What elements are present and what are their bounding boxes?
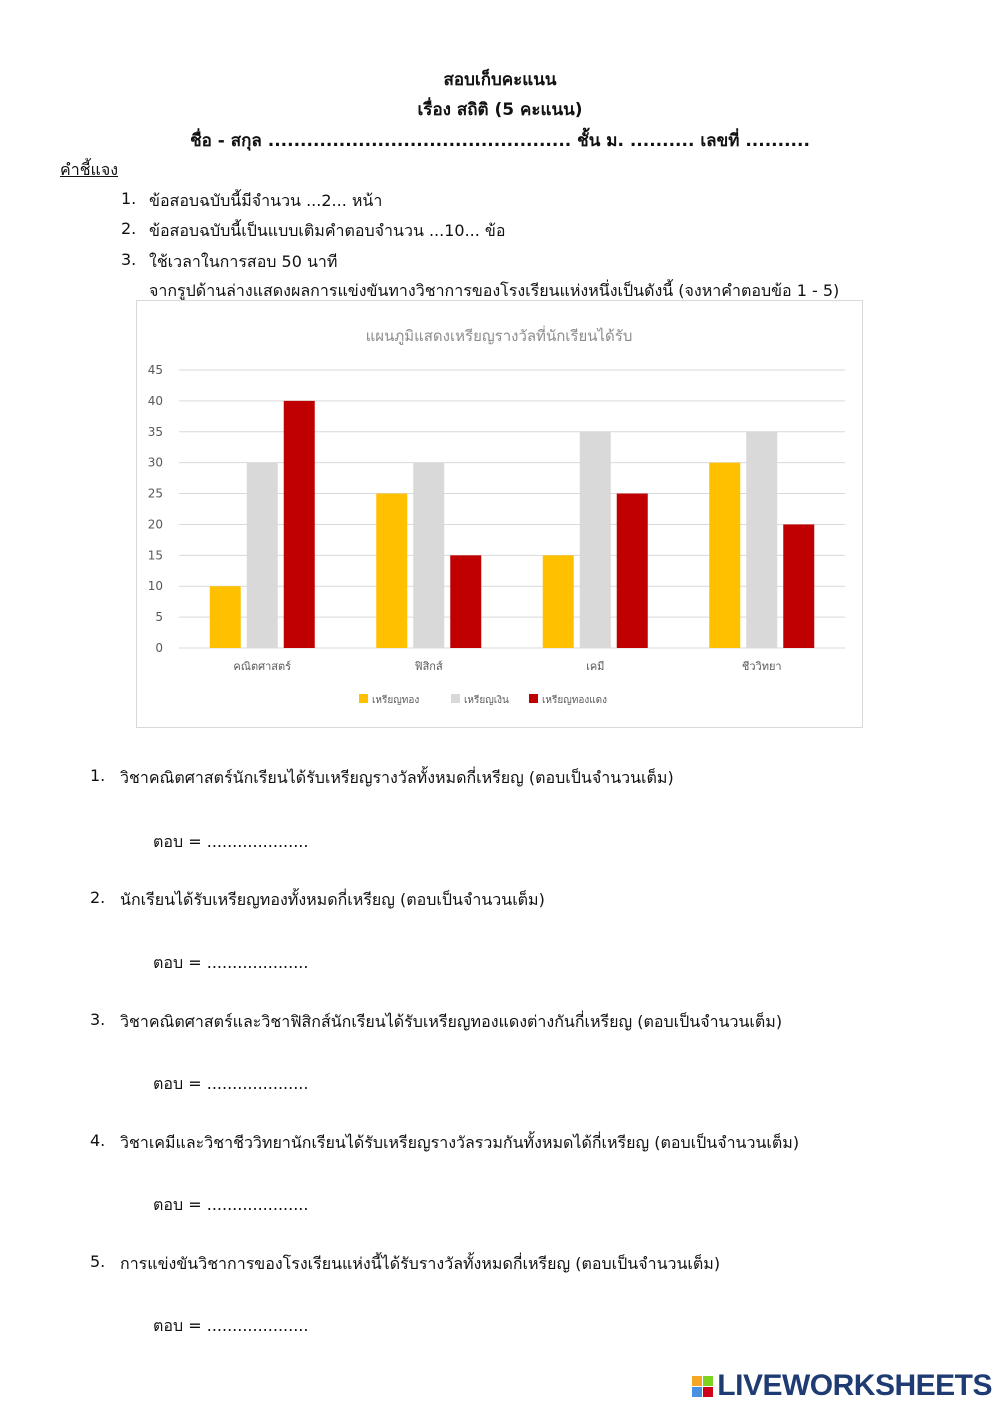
answer-blank[interactable]: ตอบ = .................... bbox=[153, 953, 309, 972]
instructions-heading: คำชี้แจง bbox=[60, 160, 119, 179]
bar-เหรียญเงิน-ฟิสิกส์ bbox=[413, 463, 444, 648]
legend-label: เหรียญเงิน bbox=[464, 695, 509, 706]
bar-เหรียญเงิน-คณิตศาสตร์ bbox=[247, 463, 278, 648]
question-number: 2. bbox=[90, 888, 106, 907]
question-text: วิชาคณิตศาสตร์และวิชาฟิสิกส์นักเรียนได้รับเหรียญทองแดงต่างกันกี่เหรียญ (ตอบเป็นจำนวนเต็ม) bbox=[120, 1012, 783, 1031]
legend-label: เหรียญทองแดง bbox=[542, 695, 608, 706]
bar-เหรียญทองแดง-ชีววิทยา bbox=[783, 524, 814, 648]
answer-blank[interactable]: ตอบ = .................... bbox=[153, 1195, 309, 1214]
legend-swatch bbox=[451, 694, 460, 703]
bar-เหรียญทอง-คณิตศาสตร์ bbox=[210, 586, 241, 648]
question-number: 5. bbox=[90, 1252, 106, 1271]
y-tick-label: 25 bbox=[147, 486, 163, 501]
bar-เหรียญทอง-ชีววิทยา bbox=[709, 463, 740, 648]
x-tick-label: ชีววิทยา bbox=[741, 660, 782, 673]
instruction-number: 1. bbox=[121, 189, 137, 208]
bar-เหรียญเงิน-ชีววิทยา bbox=[746, 432, 777, 648]
instruction-text: ใช้เวลาในการสอบ 50 นาที bbox=[149, 252, 338, 271]
instruction-number: 2. bbox=[121, 219, 137, 238]
chart-intro-text: จากรูปด้านล่างแสดงผลการแข่งขันทางวิชาการของโรงเรียนแห่งหนึ่งเป็นดังนี้ (จงหาคำตอบข้อ 1 - 5) bbox=[149, 281, 840, 300]
chart-frame bbox=[136, 300, 863, 728]
bar-เหรียญเงิน-เคมี bbox=[580, 432, 611, 648]
bar-เหรียญทองแดง-คณิตศาสตร์ bbox=[284, 401, 315, 648]
answer-blank[interactable]: ตอบ = .................... bbox=[153, 1074, 309, 1093]
y-tick-label: 20 bbox=[147, 517, 163, 532]
question-text: วิชาคณิตศาสตร์นักเรียนได้รับเหรียญรางวัลทั้งหมดกี่เหรียญ (ตอบเป็นจำนวนเต็ม) bbox=[120, 768, 674, 787]
y-tick-label: 30 bbox=[147, 455, 163, 470]
question-number: 1. bbox=[90, 766, 106, 785]
x-tick-label: ฟิสิกส์ bbox=[414, 660, 443, 673]
medal-bar-chart bbox=[137, 301, 862, 727]
question-text: การแข่งขันวิชาการของโรงเรียนแห่งนี้ได้รับรางวัลทั้งหมดกี่เหรียญ (ตอบเป็นจำนวนเต็ม) bbox=[120, 1254, 721, 1273]
y-tick-label: 45 bbox=[147, 363, 163, 377]
legend-swatch bbox=[359, 694, 368, 703]
x-tick-label: คณิตศาสตร์ bbox=[233, 660, 292, 673]
y-tick-label: 10 bbox=[147, 579, 163, 594]
instruction-number: 3. bbox=[121, 250, 137, 269]
bar-เหรียญทอง-ฟิสิกส์ bbox=[376, 494, 407, 648]
liveworksheets-logo[interactable] bbox=[692, 1369, 992, 1403]
legend-swatch bbox=[529, 694, 538, 703]
question-text: วิชาเคมีและวิชาชีววิทยานักเรียนได้รับเหรียญรางวัลรวมกันทั้งหมดได้กี่เหรียญ (ตอบเป็นจำนวนเต็ม) bbox=[120, 1133, 800, 1152]
question-text: นักเรียนได้รับเหรียญทองทั้งหมดกี่เหรียญ (ตอบเป็นจำนวนเต็ม) bbox=[120, 890, 545, 909]
legend-label: เหรียญทอง bbox=[372, 695, 420, 706]
y-tick-label: 40 bbox=[147, 393, 163, 408]
logo-cubes-icon bbox=[692, 1376, 713, 1397]
question-number: 3. bbox=[90, 1010, 106, 1029]
y-tick-label: 0 bbox=[155, 641, 163, 655]
answer-blank[interactable]: ตอบ = .................... bbox=[153, 1316, 309, 1335]
bar-เหรียญทองแดง-เคมี bbox=[617, 494, 648, 648]
y-tick-label: 35 bbox=[147, 424, 163, 439]
student-info-line: ชื่อ - สกุล ............................................... ชั้น ม. .......... เลขที่ .......... bbox=[190, 131, 810, 151]
instruction-text: ข้อสอบฉบับนี้มีจำนวน ...2... หน้า bbox=[149, 191, 383, 210]
logo-text: LIVEWORKSHEETS bbox=[717, 1369, 992, 1402]
page-subtitle: เรื่อง สถิติ (5 คะแนน) bbox=[417, 100, 583, 120]
bar-เหรียญทองแดง-ฟิสิกส์ bbox=[450, 555, 481, 648]
y-tick-label: 15 bbox=[147, 548, 163, 563]
x-tick-label: เคมี bbox=[586, 660, 605, 673]
answer-blank[interactable]: ตอบ = .................... bbox=[153, 832, 309, 851]
question-number: 4. bbox=[90, 1131, 106, 1150]
bar-เหรียญทอง-เคมี bbox=[543, 555, 574, 648]
chart-title: แผนภูมิแสดงเหรียญรางวัลที่นักเรียนได้รับ bbox=[365, 327, 633, 345]
y-tick-label: 5 bbox=[155, 610, 163, 625]
instruction-text: ข้อสอบฉบับนี้เป็นแบบเติมคำตอบจำนวน ...10... ข้อ bbox=[149, 221, 506, 240]
page-title: สอบเก็บคะแนน bbox=[443, 70, 557, 90]
